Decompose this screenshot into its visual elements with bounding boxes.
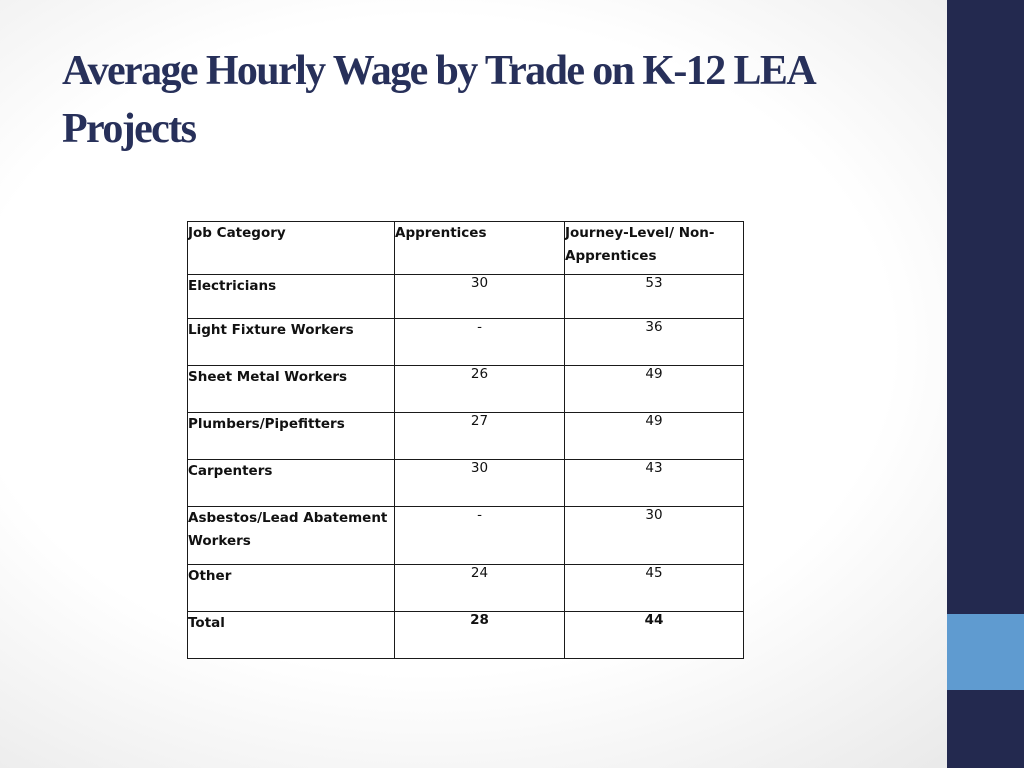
row-category: Other (188, 565, 395, 612)
header-journey-level: Journey-Level/ Non-Apprentices (565, 222, 744, 275)
table-row (188, 565, 744, 612)
row-apprentices-value: - (395, 507, 565, 565)
header-apprentices: Apprentices (395, 222, 565, 275)
row-journey-value: 30 (565, 507, 744, 565)
table-row (188, 460, 744, 507)
table-header-row (188, 222, 744, 275)
wage-table (187, 221, 744, 659)
row-category: Plumbers/Pipefitters (188, 413, 395, 460)
row-apprentices-value: 26 (395, 366, 565, 413)
total-journey-value: 44 (565, 612, 744, 659)
row-journey-value: 43 (565, 460, 744, 507)
table-row (188, 319, 744, 366)
row-apprentices-value: 24 (395, 565, 565, 612)
slide-title: Average Hourly Wage by Trade on K-12 LEA Projects (62, 48, 813, 152)
row-journey-value: 45 (565, 565, 744, 612)
total-label: Total (188, 612, 395, 659)
row-journey-value: 49 (565, 366, 744, 413)
row-category: Electricians (188, 275, 395, 319)
table-row (188, 413, 744, 460)
table-total-row (188, 612, 744, 659)
right-accent-block (947, 614, 1024, 690)
table-row (188, 275, 744, 319)
total-apprentices-value: 28 (395, 612, 565, 659)
row-apprentices-value: 27 (395, 413, 565, 460)
row-category: Light Fixture Workers (188, 319, 395, 366)
header-job-category: Job Category (188, 222, 395, 275)
row-category: Sheet Metal Workers (188, 366, 395, 413)
row-category: Carpenters (188, 460, 395, 507)
row-apprentices-value: - (395, 319, 565, 366)
row-journey-value: 53 (565, 275, 744, 319)
table-row (188, 507, 744, 565)
row-journey-value: 36 (565, 319, 744, 366)
row-category: Asbestos/Lead Abatement Workers (188, 507, 395, 565)
row-apprentices-value: 30 (395, 460, 565, 507)
row-journey-value: 49 (565, 413, 744, 460)
row-apprentices-value: 30 (395, 275, 565, 319)
table-row (188, 366, 744, 413)
